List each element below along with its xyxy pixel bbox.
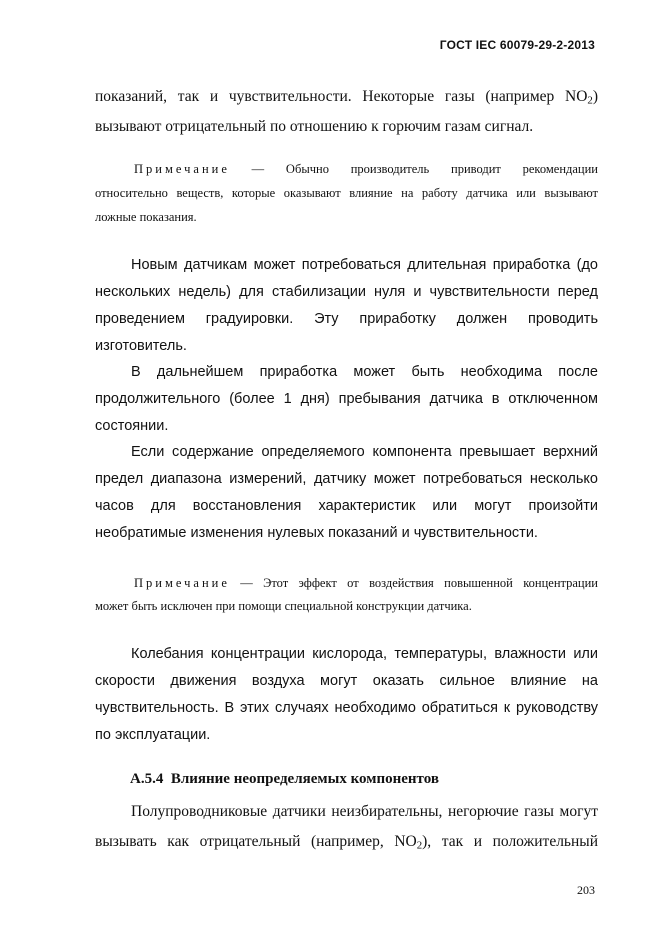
- document-code-header: ГОСТ IEC 60079-29-2-2013: [439, 38, 595, 52]
- text-line: необратимые изменения нулевых показаний и чувствительности.: [95, 525, 538, 541]
- text-line: вызывать как отрицательный (например, $NO_2$), так и положительный: [95, 833, 599, 852]
- text-line: вызывают отрицательный по отношению к горючим газам сигнал.: [95, 118, 534, 135]
- note-line: может быть исключен при помощи специальной конструкции датчика.: [95, 599, 472, 613]
- section-heading: [130, 771, 439, 788]
- page-number: 203: [577, 883, 595, 897]
- subscript: 2: [416, 839, 423, 852]
- text-line: состоянии.: [95, 418, 169, 434]
- subscript: 2: [587, 94, 593, 107]
- text-line: по эксплуатации.: [95, 727, 211, 743]
- note-label: Примечание: [134, 576, 230, 590]
- text-line: предел диапазона измерений, датчику может потребоваться несколько: [95, 471, 598, 487]
- text-line: Новым датчикам может потребоваться длительная приработка (до: [131, 257, 598, 273]
- text-line: проведением градуировки. Эту приработку должен проводить: [95, 311, 598, 327]
- note-line: Примечание — Обычно производитель приводит рекомендации: [134, 162, 598, 176]
- section-number: А.5.4: [130, 771, 164, 787]
- note-line: относительно веществ, которые оказывают влияние на работу датчика или вызывают: [95, 186, 598, 200]
- text-line: показаний, так и чувствительности. Некоторые газы (например $NO_2$): [95, 88, 598, 107]
- text-line: Полупроводниковые датчики неизбирательны, негорючие газы могут: [131, 803, 598, 820]
- text-line: чувствительность. В этих случаях необходимо обратиться к руководству: [95, 700, 598, 716]
- text-line: продолжительного (более 1 дня) пребывания датчика в отключенном: [95, 391, 598, 407]
- text-line: нескольких недель) для стабилизации нуля и чувствительности перед: [95, 284, 598, 300]
- text-line: В дальнейшем приработка может быть необходима после: [131, 364, 598, 380]
- text-line: Если содержание определяемого компонента превышает верхний: [131, 444, 598, 460]
- note-label: Примечание: [134, 162, 230, 176]
- section-title: Влияние неопределяемых компонентов: [170, 771, 439, 787]
- text-line: Колебания концентрации кислорода, температуры, влажности или: [131, 646, 598, 662]
- note-line: ложные показания.: [95, 210, 197, 224]
- note-line: Примечание — Этот эффект от воздействия повышенной концентрации: [134, 576, 598, 590]
- text-line: часов для восстановления характеристик или могут произойти: [95, 498, 598, 514]
- text-line: изготовитель.: [95, 338, 187, 354]
- text-line: скорости движения воздуха могут оказать сильное влияние на: [95, 673, 598, 689]
